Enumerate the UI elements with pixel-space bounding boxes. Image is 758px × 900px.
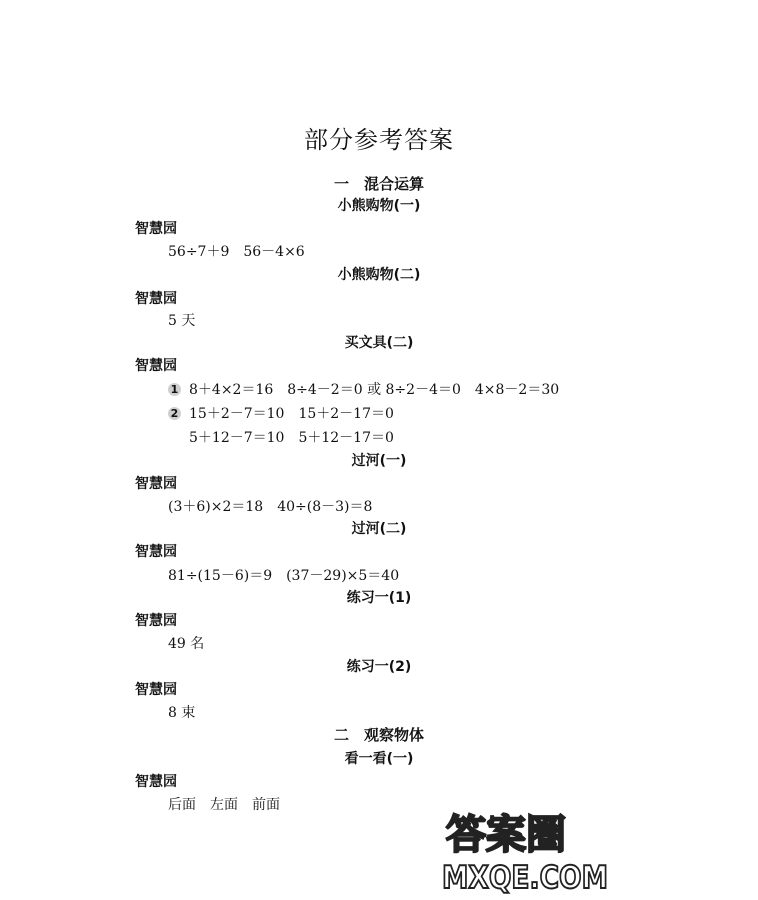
zhihuiyuan-label-2: 智慧园 — [135, 291, 177, 307]
zhihuiyuan-label-1: 智慧园 — [135, 221, 177, 237]
page-title: 部分参考答案 — [304, 126, 454, 154]
watermark-text-url: MXQE.COM — [442, 860, 608, 896]
section-title-mixed-operations: 一 混合运算 — [333, 175, 424, 193]
question-number-2: 2 — [168, 407, 181, 420]
answer-1: 56÷7＋9 56－4×6 — [168, 244, 305, 260]
lesson-title-1: 小熊购物(一) — [337, 198, 421, 214]
zhihuiyuan-label-6: 智慧园 — [135, 613, 177, 629]
question-number-1: 1 — [168, 383, 181, 396]
answer-3-line-1-text: 8＋4×2＝16 8÷4－2＝0 或 8÷2－4＝0 4×8－2＝30 — [189, 382, 560, 398]
answer-2: 5 天 — [168, 313, 196, 329]
watermark-logo — [440, 800, 610, 895]
answer-3-line-3: 5＋12－7＝10 5＋12－17＝0 — [189, 430, 394, 446]
lesson-title-4: 过河(一) — [351, 453, 407, 469]
zhihuiyuan-label-7: 智慧园 — [135, 682, 177, 698]
answer-5: 81÷(15－6)＝9 (37－29)×5＝40 — [168, 568, 400, 584]
answer-8: 后面 左面 前面 — [168, 797, 280, 813]
answer-3-line-2-text: 15＋2－7＝10 15＋2－17＝0 — [189, 406, 394, 422]
lesson-title-6: 练习一(1) — [346, 590, 412, 606]
zhihuiyuan-label-4: 智慧园 — [135, 476, 177, 492]
lesson-title-3: 买文具(二) — [344, 335, 414, 351]
zhihuiyuan-label-8: 智慧园 — [135, 774, 177, 790]
lesson-title-5: 过河(二) — [351, 521, 407, 537]
lesson-title-2: 小熊购物(二) — [337, 267, 421, 283]
zhihuiyuan-label-3: 智慧园 — [135, 358, 177, 374]
answer-3-line-2 — [168, 403, 394, 423]
lesson-title-7: 练习一(2) — [346, 659, 412, 675]
zhihuiyuan-label-5: 智慧园 — [135, 544, 177, 560]
section-title-observe-objects: 二 观察物体 — [333, 726, 424, 744]
answer-7: 8 束 — [168, 705, 196, 721]
watermark-text-cn: 答案圈 — [446, 812, 566, 858]
answer-3-line-1 — [168, 379, 559, 399]
answer-4: (3＋6)×2＝18 40÷(8－3)＝8 — [168, 499, 373, 515]
lesson-title-8: 看一看(一) — [344, 751, 414, 767]
answer-6: 49 名 — [168, 636, 205, 652]
